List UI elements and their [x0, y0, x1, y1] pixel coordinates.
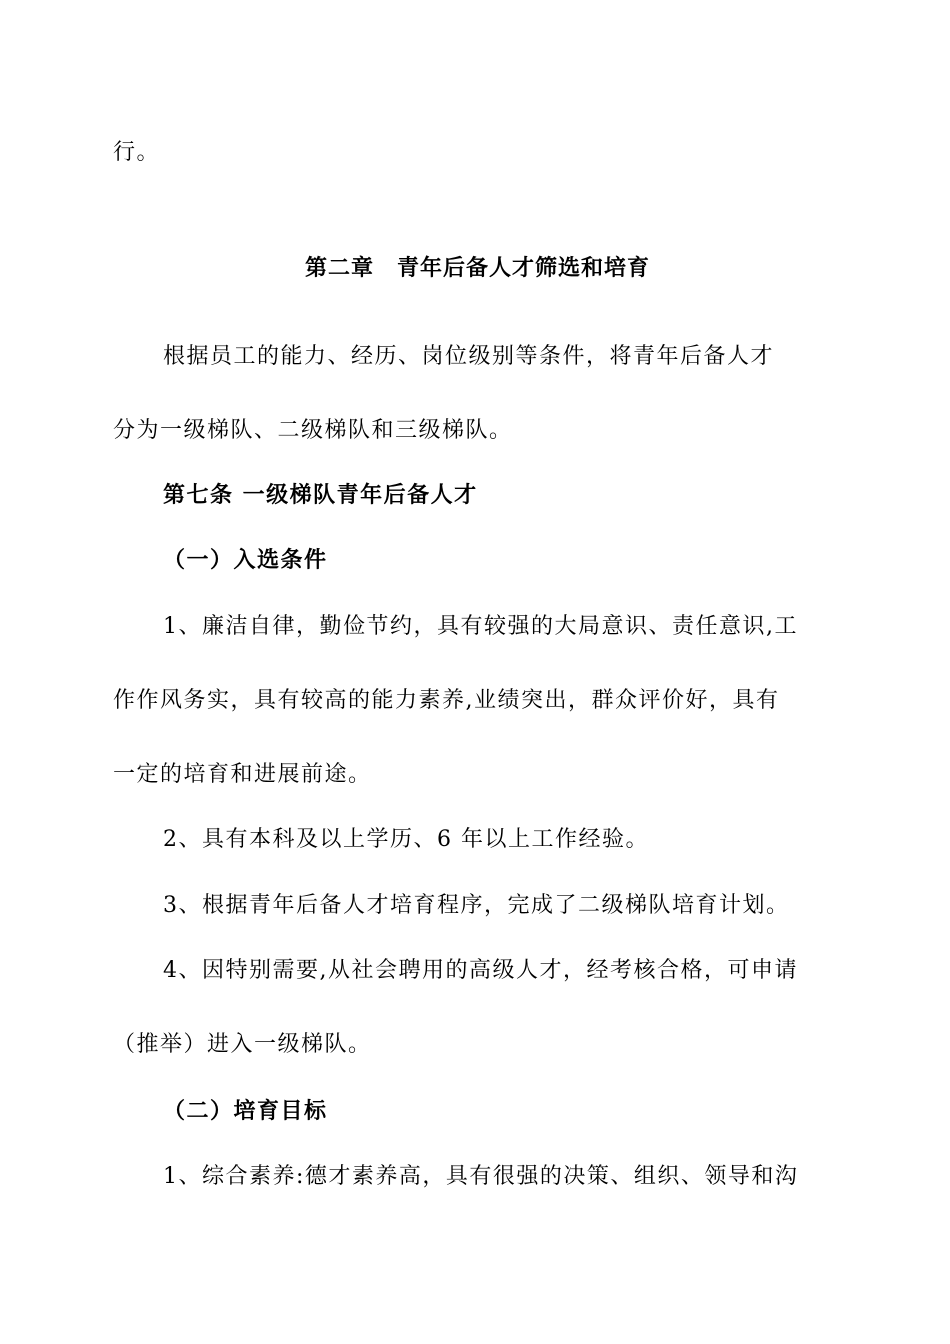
- text-line-continuation: 行。: [113, 140, 161, 165]
- article-heading: 第七条 一级梯队青年后备人才: [163, 482, 478, 508]
- list-item-line: （推举）进入一级梯队。: [113, 1032, 372, 1057]
- list-item-line: 2、具有本科及以上学历、6 年以上工作经验。: [163, 827, 649, 852]
- section-heading: （二）培育目标: [163, 1098, 328, 1124]
- list-item-line: 1、廉洁自律，勤俭节约，具有较强的大局意识、责任意识,工: [163, 614, 798, 639]
- section-heading: （一）入选条件: [163, 547, 328, 573]
- chapter-title: 第二章 青年后备人才筛选和培育: [305, 256, 651, 281]
- list-item-line: 4、因特别需要,从社会聘用的高级人才，经考核合格，可申请: [163, 958, 798, 983]
- list-item-line: 3、根据青年后备人才培育程序，完成了二级梯队培育计划。: [163, 893, 790, 918]
- paragraph-line: 根据员工的能力、经历、岗位级别等条件，将青年后备人才: [163, 344, 775, 369]
- list-item-line: 作作风务实，具有较高的能力素养,业绩突出，群众评价好，具有: [113, 688, 780, 713]
- list-item-line: 1、综合素养:德才素养高，具有很强的决策、组织、领导和沟: [163, 1164, 799, 1189]
- paragraph-line: 分为一级梯队、二级梯队和三级梯队。: [113, 418, 513, 443]
- list-item-line: 一定的培育和进展前途。: [113, 762, 372, 787]
